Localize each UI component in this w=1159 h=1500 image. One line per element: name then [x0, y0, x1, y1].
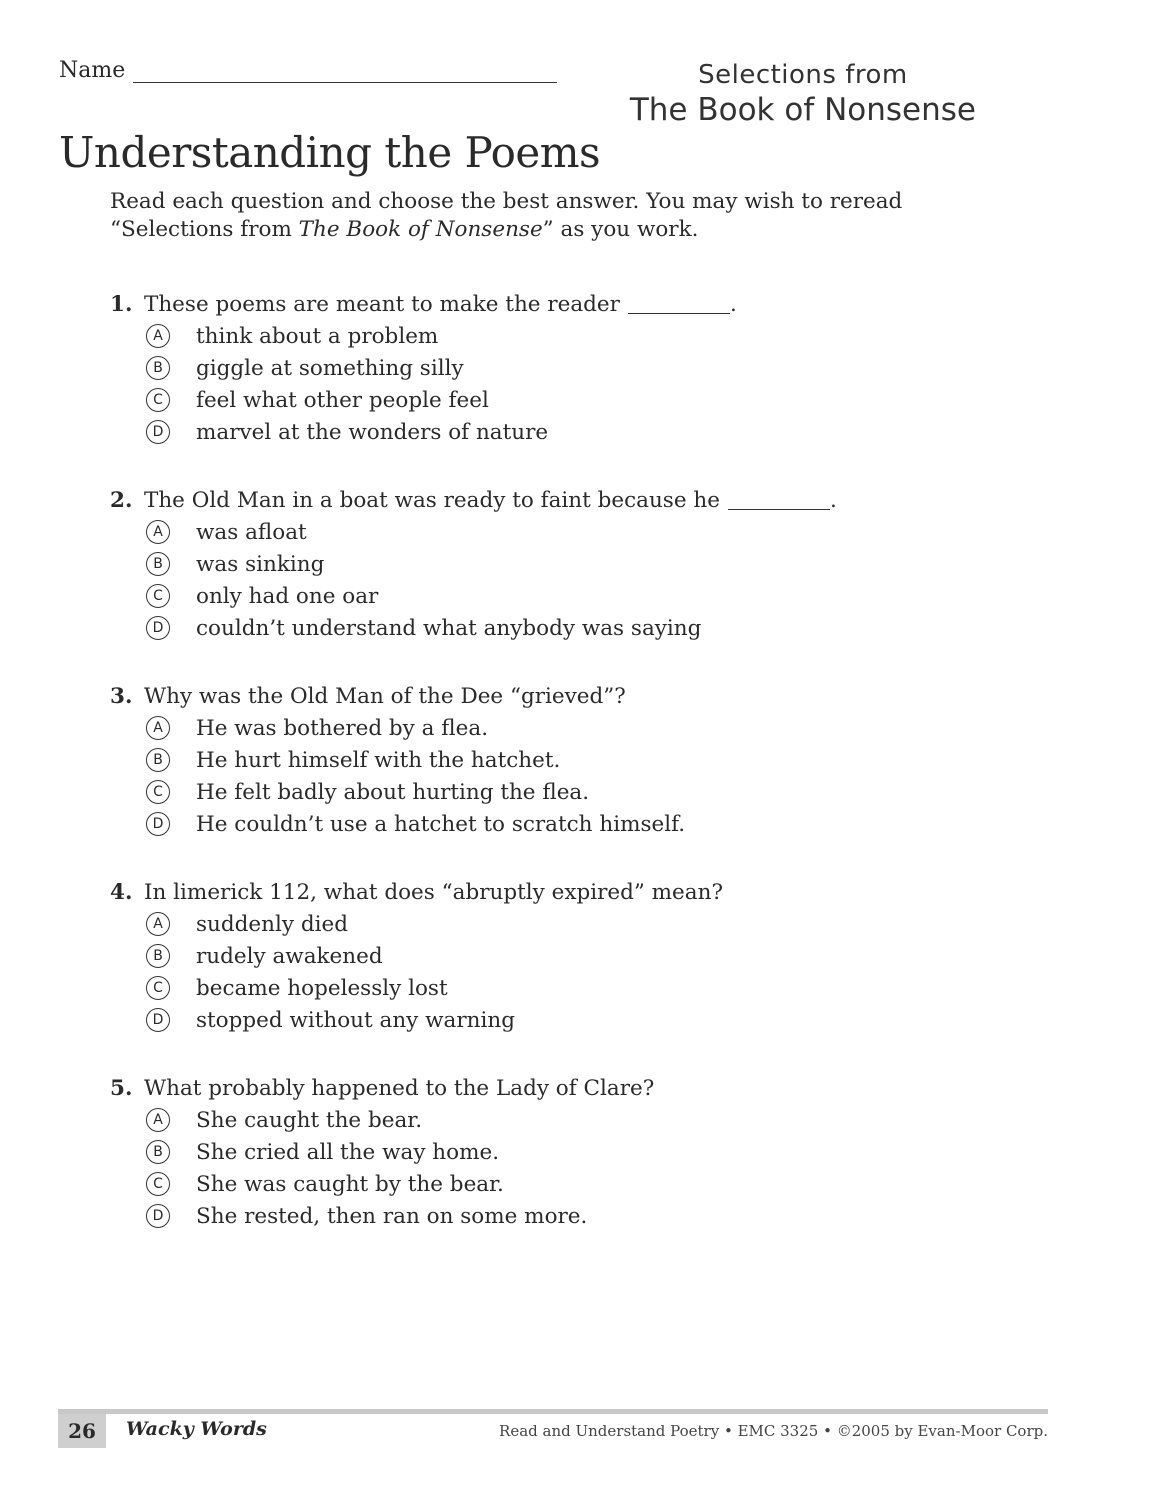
answer-option-b[interactable] [110, 352, 1070, 384]
answer-bubble[interactable]: B [146, 748, 170, 772]
answer-option-c[interactable] [110, 384, 1070, 416]
answer-blank[interactable] [728, 491, 830, 510]
question-text: These poems are meant to make the reader [144, 291, 620, 317]
answer-option-d[interactable] [110, 612, 1070, 644]
option-text: He was bothered by a flea. [196, 715, 489, 741]
answer-bubble[interactable]: B [146, 356, 170, 380]
copyright-credit: Read and Understand Poetry • EMC 3325 • ©2005 by Evan-Moor Corp. [499, 1422, 1048, 1440]
instructions [110, 188, 930, 244]
option-text: became hopelessly lost [196, 975, 448, 1001]
answer-option-a[interactable] [110, 320, 1070, 352]
unit-title: Wacky Words [126, 1418, 267, 1440]
answer-bubble[interactable]: D [146, 812, 170, 836]
sentence-period: . [729, 291, 737, 317]
instructions-text-1: Read each question and choose the best answer. You may wish to reread “Selections from [110, 189, 903, 242]
option-text: She was caught by the bear. [196, 1171, 504, 1197]
answer-option-d[interactable] [110, 1004, 1070, 1036]
option-text: rudely awakened [196, 943, 383, 969]
answer-bubble[interactable]: C [146, 584, 170, 608]
option-text: He couldn’t use a hatchet to scratch himself. [196, 811, 686, 837]
option-text: stopped without any warning [196, 1007, 515, 1033]
option-text: marvel at the wonders of nature [196, 419, 549, 445]
option-text: couldn’t understand what anybody was saying [196, 615, 702, 641]
instructions-text-2: ” as you work. [542, 217, 699, 242]
answer-option-a[interactable] [110, 712, 1070, 744]
question-2 [110, 484, 1070, 644]
answer-option-d[interactable] [110, 1200, 1070, 1232]
option-text: She cried all the way home. [196, 1139, 500, 1165]
question-stem [110, 288, 1070, 320]
question-stem [110, 484, 1070, 516]
option-text: She rested, then ran on some more. [196, 1203, 588, 1229]
answer-option-b[interactable] [110, 548, 1070, 580]
question-4 [110, 876, 1070, 1036]
answer-option-a[interactable] [110, 1104, 1070, 1136]
answer-bubble[interactable]: C [146, 976, 170, 1000]
question-list [110, 288, 1070, 1268]
answer-option-b[interactable] [110, 744, 1070, 776]
answer-bubble[interactable]: A [146, 324, 170, 348]
answer-bubble[interactable]: D [146, 420, 170, 444]
sentence-period: . [829, 487, 837, 513]
question-text: Why was the Old Man of the Dee “grieved”? [144, 683, 626, 709]
option-text: only had one oar [196, 583, 379, 609]
answer-bubble[interactable]: C [146, 1172, 170, 1196]
option-text: think about a problem [196, 323, 439, 349]
option-text: She caught the bear. [196, 1107, 423, 1133]
answer-option-a[interactable] [110, 516, 1070, 548]
page-number: 26 [58, 1414, 106, 1448]
question-text: What probably happened to the Lady of Clare? [144, 1075, 655, 1101]
answer-bubble[interactable]: B [146, 552, 170, 576]
answer-option-c[interactable] [110, 580, 1070, 612]
option-text: feel what other people feel [196, 387, 489, 413]
name-label: Name [59, 58, 126, 83]
answer-option-c[interactable] [110, 1168, 1070, 1200]
question-number: 2. [110, 487, 133, 513]
question-stem [110, 1072, 1070, 1104]
question-1 [110, 288, 1070, 448]
question-text: The Old Man in a boat was ready to faint because he [144, 487, 720, 513]
answer-option-c[interactable] [110, 972, 1070, 1004]
question-number: 4. [110, 879, 133, 905]
option-text: He felt badly about hurting the flea. [196, 779, 590, 805]
answer-bubble[interactable]: D [146, 1008, 170, 1032]
page-footer [58, 1409, 1048, 1448]
option-text: suddenly died [196, 911, 348, 937]
answer-option-a[interactable] [110, 908, 1070, 940]
question-text: In limerick 112, what does “abruptly expired” mean? [144, 879, 723, 905]
answer-bubble[interactable]: A [146, 912, 170, 936]
option-text: was sinking [196, 551, 325, 577]
answer-bubble[interactable]: A [146, 716, 170, 740]
answer-blank[interactable] [628, 295, 730, 314]
answer-bubble[interactable]: B [146, 1140, 170, 1164]
instructions-book-title: The Book of Nonsense [298, 217, 543, 242]
selections-line-1: Selections from [698, 60, 908, 90]
question-number: 3. [110, 683, 133, 709]
selections-line-2: The Book of Nonsense [629, 92, 976, 128]
answer-bubble[interactable]: C [146, 780, 170, 804]
answer-bubble[interactable]: A [146, 1108, 170, 1132]
question-3 [110, 680, 1070, 840]
answer-bubble[interactable]: C [146, 388, 170, 412]
answer-option-c[interactable] [110, 776, 1070, 808]
page-title: Understanding the Poems [59, 128, 601, 177]
answer-option-d[interactable] [110, 808, 1070, 840]
name-write-line[interactable] [133, 62, 557, 83]
question-stem [110, 876, 1070, 908]
question-stem [110, 680, 1070, 712]
question-number: 5. [110, 1075, 133, 1101]
answer-bubble[interactable]: D [146, 1204, 170, 1228]
selection-heading [630, 60, 976, 128]
answer-bubble[interactable]: A [146, 520, 170, 544]
option-text: was afloat [196, 519, 307, 545]
answer-option-b[interactable] [110, 1136, 1070, 1168]
option-text: giggle at something silly [196, 355, 464, 381]
option-text: He hurt himself with the hatchet. [196, 747, 561, 773]
answer-option-b[interactable] [110, 940, 1070, 972]
question-number: 1. [110, 291, 133, 317]
answer-option-d[interactable] [110, 416, 1070, 448]
answer-bubble[interactable]: D [146, 616, 170, 640]
question-5 [110, 1072, 1070, 1232]
answer-bubble[interactable]: B [146, 944, 170, 968]
name-field-row [59, 58, 557, 83]
